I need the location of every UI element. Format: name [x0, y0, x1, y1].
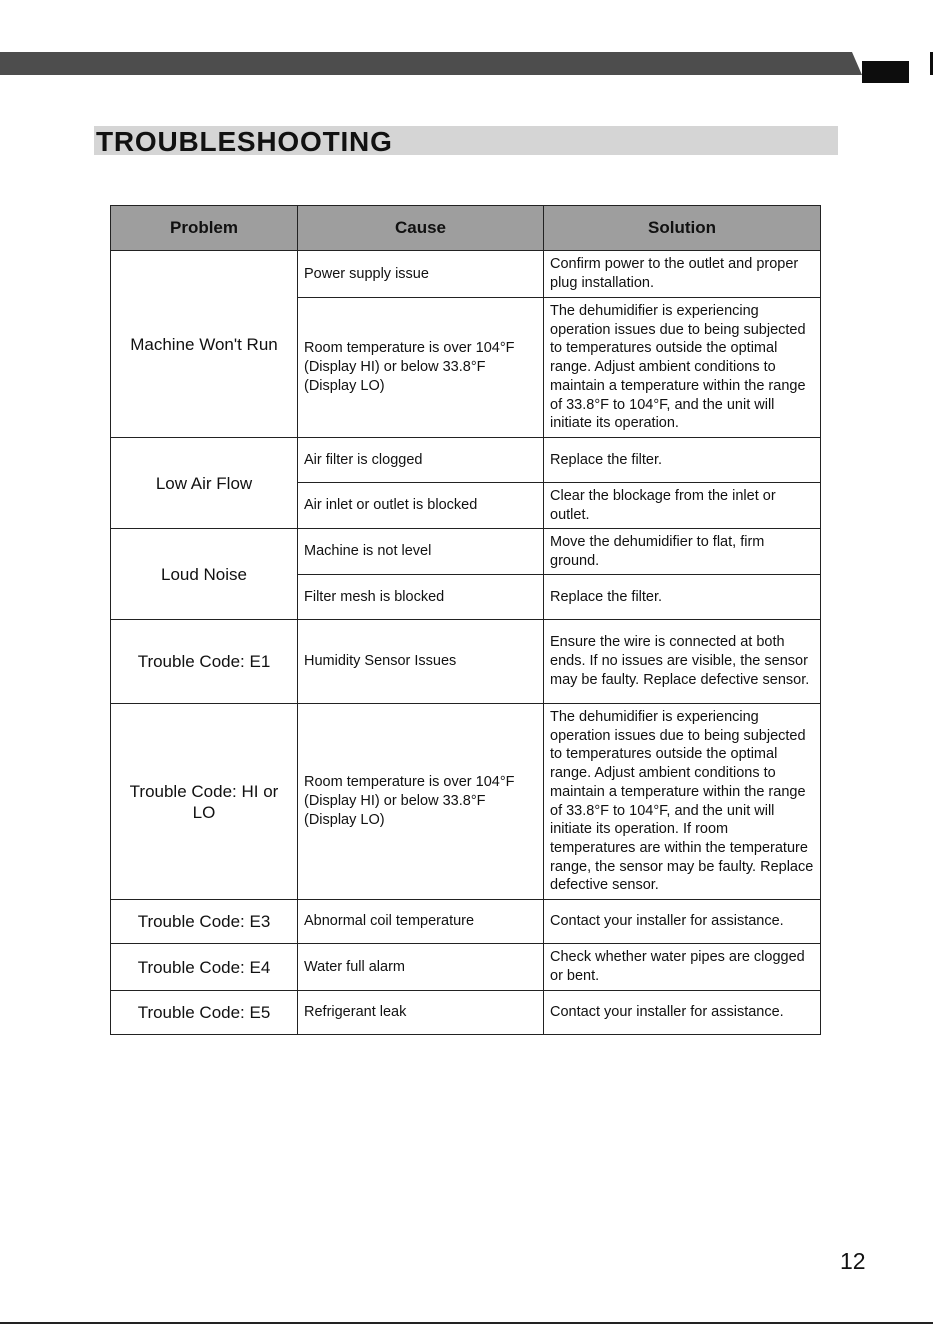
bottom-rule	[0, 1322, 933, 1324]
cause-cell: Air inlet or outlet is blocked	[298, 483, 544, 529]
solution-cell: Confirm power to the outlet and proper plug installation.	[544, 251, 821, 298]
cause-cell: Room temperature is over 104°F (Display HI) or below 33.8°F (Display LO)	[298, 704, 544, 900]
solution-cell: Replace the filter.	[544, 438, 821, 483]
problem-cell: Trouble Code: E3	[111, 900, 298, 944]
table-row	[111, 900, 821, 944]
table-row	[111, 529, 821, 575]
problem-cell: Trouble Code: E5	[111, 991, 298, 1035]
header-band	[0, 52, 862, 75]
table-row	[111, 704, 821, 900]
solution-cell: Contact your installer for assistance.	[544, 991, 821, 1035]
header-problem: Problem	[111, 206, 298, 251]
solution-cell: Check whether water pipes are clogged or bent.	[544, 944, 821, 991]
table-row	[111, 991, 821, 1035]
table-row	[111, 944, 821, 991]
problem-cell: Machine Won't Run	[111, 251, 298, 438]
cause-cell: Water full alarm	[298, 944, 544, 991]
table-row	[111, 251, 821, 298]
cause-cell: Refrigerant leak	[298, 991, 544, 1035]
solution-cell: The dehumidifier is experiencing operation issues due to being subjected to temperatures outside the optimal range. Adjust ambient conditions to maintain a temperature within the range of 33.8°F to 104°F, and the unit will initiate its operation.	[544, 298, 821, 438]
header-cause: Cause	[298, 206, 544, 251]
troubleshooting-table	[110, 205, 821, 1035]
problem-cell: Trouble Code: HI or LO	[111, 704, 298, 900]
solution-cell: Clear the blockage from the inlet or outlet.	[544, 483, 821, 529]
problem-cell: Loud Noise	[111, 529, 298, 620]
solution-cell: Ensure the wire is connected at both ends. If no issues are visible, the sensor may be faulty. Replace defective sensor.	[544, 620, 821, 704]
table-row	[111, 620, 821, 704]
cause-cell: Abnormal coil temperature	[298, 900, 544, 944]
cause-cell: Humidity Sensor Issues	[298, 620, 544, 704]
problem-cell: Trouble Code: E4	[111, 944, 298, 991]
solution-cell: The dehumidifier is experiencing operation issues due to being subjected to temperatures outside the optimal range. Adjust ambient conditions to maintain a temperature within the range of 33.8°F to 104°F, and the unit will initiate its operation. If room temperatures are within the temperature range, the sensor may be faulty. Replace defective sensor.	[544, 704, 821, 900]
solution-cell: Move the dehumidifier to flat, firm ground.	[544, 529, 821, 575]
cause-cell: Air filter is clogged	[298, 438, 544, 483]
page-number: 12	[840, 1248, 866, 1274]
section-title: TROUBLESHOOTING	[96, 126, 393, 157]
cause-cell: Machine is not level	[298, 529, 544, 575]
cause-cell: Room temperature is over 104°F (Display HI) or below 33.8°F (Display LO)	[298, 298, 544, 438]
problem-cell: Low Air Flow	[111, 438, 298, 529]
table-header-row	[111, 206, 821, 251]
problem-cell: Trouble Code: E1	[111, 620, 298, 704]
table-row	[111, 438, 821, 483]
cause-cell: Filter mesh is blocked	[298, 575, 544, 620]
header-solution: Solution	[544, 206, 821, 251]
solution-cell: Contact your installer for assistance.	[544, 900, 821, 944]
section-title-bar	[94, 126, 838, 155]
cause-cell: Power supply issue	[298, 251, 544, 298]
header-tab	[862, 61, 909, 83]
solution-cell: Replace the filter.	[544, 575, 821, 620]
